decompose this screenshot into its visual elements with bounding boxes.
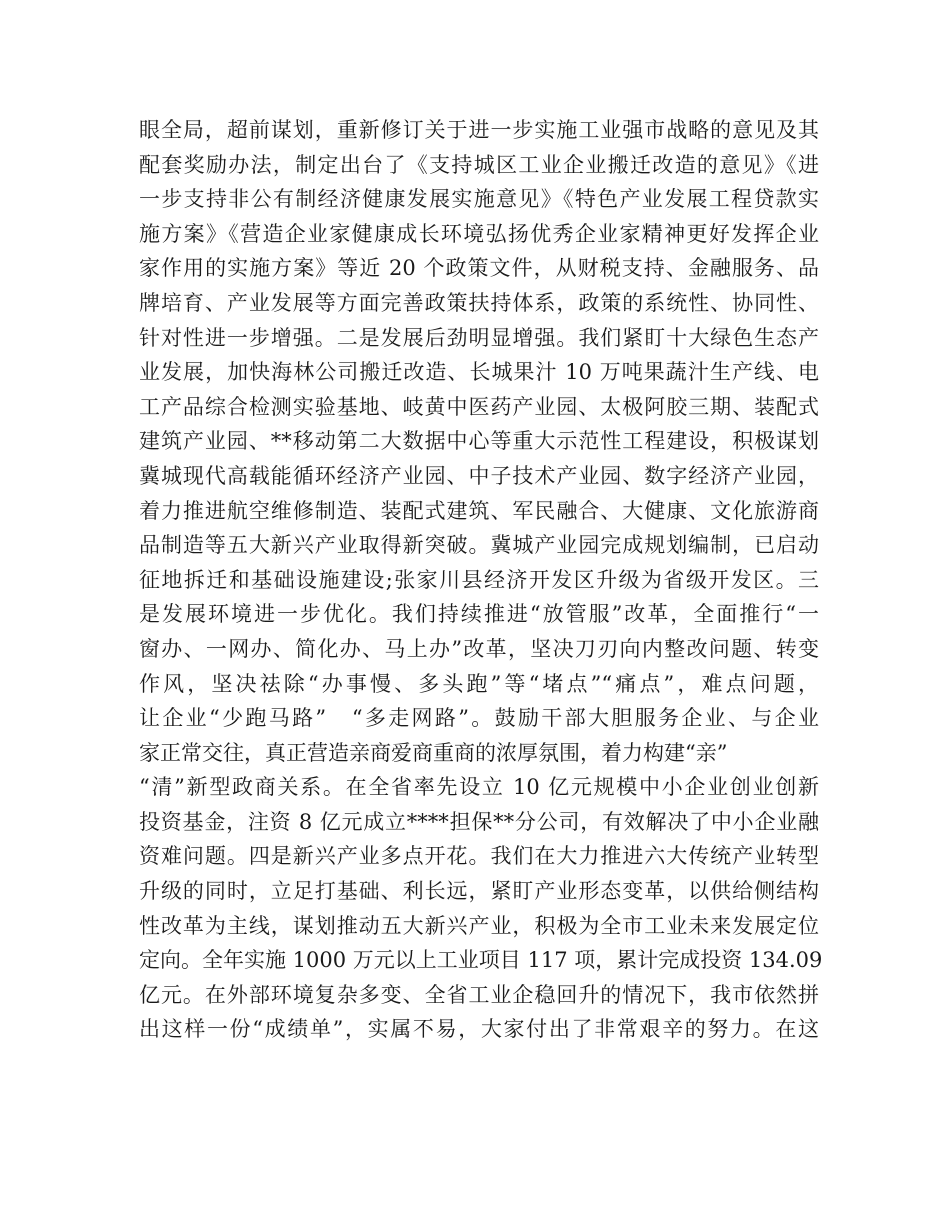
text-line: 亿元。在外部环境复杂多变、全省工业企稳回升的情况下，我市依然拼 xyxy=(139,982,819,1007)
text-line: 作风，坚决祛除“办事慢、多头跑”等“堵点”“痛点”，难点问题， xyxy=(139,671,819,696)
text-line: 是发展环境进一步优化。我们持续推进“放管服”改革，全面推行“一 xyxy=(139,602,819,627)
text-line: 针对性进一步增强。二是发展后劲明显增强。我们紧盯十大绿色生态产 xyxy=(139,325,819,350)
body-text xyxy=(139,113,823,1047)
text-line: 业发展，加快海林公司搬迁改造、长城果汁 10 万吨果蔬汁生产线、电 xyxy=(139,360,819,385)
text-line: 征地拆迁和基础设施建设;张家川县经济开发区升级为省级开发区。三 xyxy=(139,567,819,592)
text-line: 工产品综合检测实验基地、岐黄中医药产业园、太极阿胶三期、装配式 xyxy=(139,394,819,419)
text-line: 眼全局，超前谋划，重新修订关于进一步实施工业强市战略的意见及其 xyxy=(139,118,819,142)
text-line: 品制造等五大新兴产业取得新突破。冀城产业园完成规划编制，已启动 xyxy=(139,533,819,558)
text-line: 家正常交往，真正营造亲商爱商重商的浓厚氛围，着力构建“亲” xyxy=(139,740,728,765)
text-line: 升级的同时，立足打基础、利长远，紧盯产业形态变革，以供给侧结构 xyxy=(139,879,819,904)
text-line: 着力推进航空维修制造、装配式建筑、军民融合、大健康、文化旅游商 xyxy=(139,498,819,523)
text-line: 定向。全年实施 1000 万元以上工业项目 117 项，累计完成投资 134.09 xyxy=(139,948,823,973)
text-line: 性改革为主线，谋划推动五大新兴产业，积极为全市工业未来发展定位 xyxy=(139,913,819,938)
text-line: 让企业“少跑马路” “多走网路”。鼓励干部大胆服务企业、与企业 xyxy=(139,706,819,731)
text-line: 资难问题。四是新兴产业多点开花。我们在大力推进六大传统产业转型 xyxy=(139,844,819,869)
text-line: 建筑产业园、**移动第二大数据中心等重大示范性工程建设，积极谋划 xyxy=(139,429,819,454)
text-line: 冀城现代高载能循环经济产业园、中子技术产业园、数字经济产业园， xyxy=(139,463,819,488)
text-line: 配套奖励办法，制定出台了《支持城区工业企业搬迁改造的意见》《进 xyxy=(139,152,819,177)
text-line: 牌培育、产业发展等方面完善政策扶持体系，政策的系统性、协同性、 xyxy=(139,290,819,315)
text-line: 出这样一份“成绩单”，实属不易，大家付出了非常艰辛的努力。在这 xyxy=(139,1017,819,1042)
text-line: 一步支持非公有制经济健康发展实施意见》《特色产业发展工程贷款实 xyxy=(139,187,819,212)
text-line: 家作用的实施方案》等近 20 个政策文件，从财税支持、金融服务、品 xyxy=(139,256,819,281)
text-line: 投资基金，注资 8 亿元成立****担保**分公司，有效解决了中小企业融 xyxy=(139,809,819,834)
text-line: 施方案》《营造企业家健康成长环境弘扬优秀企业家精神更好发挥企业 xyxy=(139,221,819,246)
text-line: “清”新型政商关系。在全省率先设立 10 亿元规模中小企业创业创新 xyxy=(139,775,819,800)
text-line: 窗办、一网办、简化办、马上办”改革，坚决刀刃向内整改问题、转变 xyxy=(139,636,819,661)
